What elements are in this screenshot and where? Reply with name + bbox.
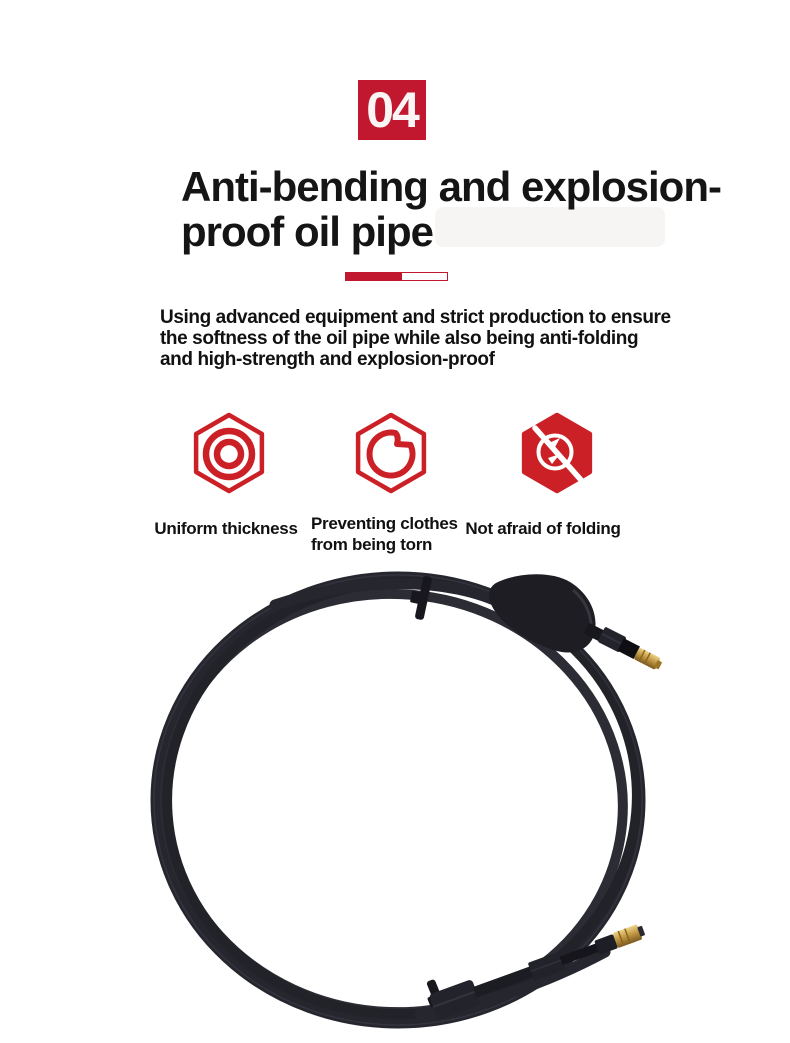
divider-fill (346, 273, 402, 280)
title-line-2: proof oil pipe (181, 208, 433, 255)
page-title (181, 164, 721, 254)
section-number: 04 (366, 82, 418, 138)
uniform-thickness-icon (193, 411, 265, 495)
feature-label-line: Preventing clothes (311, 514, 458, 533)
not-afraid-of-folding-icon (521, 411, 593, 495)
section-number-badge (358, 80, 426, 140)
product-photo (0, 560, 790, 1043)
feature-label-line: Not afraid of folding (465, 519, 621, 538)
feature-label-no-folding (458, 518, 628, 539)
feature-label-uniform-thickness (146, 518, 306, 539)
description-line-2: the softness of the oil pipe while also being anti-folding (160, 328, 639, 349)
title-line-1: Anti-bending and explosion- (181, 163, 721, 210)
prevent-clothes-tear-icon (355, 411, 427, 495)
feature-label-line: from being torn (311, 535, 433, 554)
description-line-1: Using advanced equipment and strict production to ensure (160, 307, 671, 328)
feature-label-line: Uniform thickness (154, 519, 298, 538)
bottom-connector (429, 918, 649, 1020)
description-line-3: and high-strength and explosion-proof (160, 349, 495, 370)
feature-label-prevent-tear (311, 513, 458, 555)
description (160, 307, 671, 370)
section-divider (345, 272, 448, 281)
